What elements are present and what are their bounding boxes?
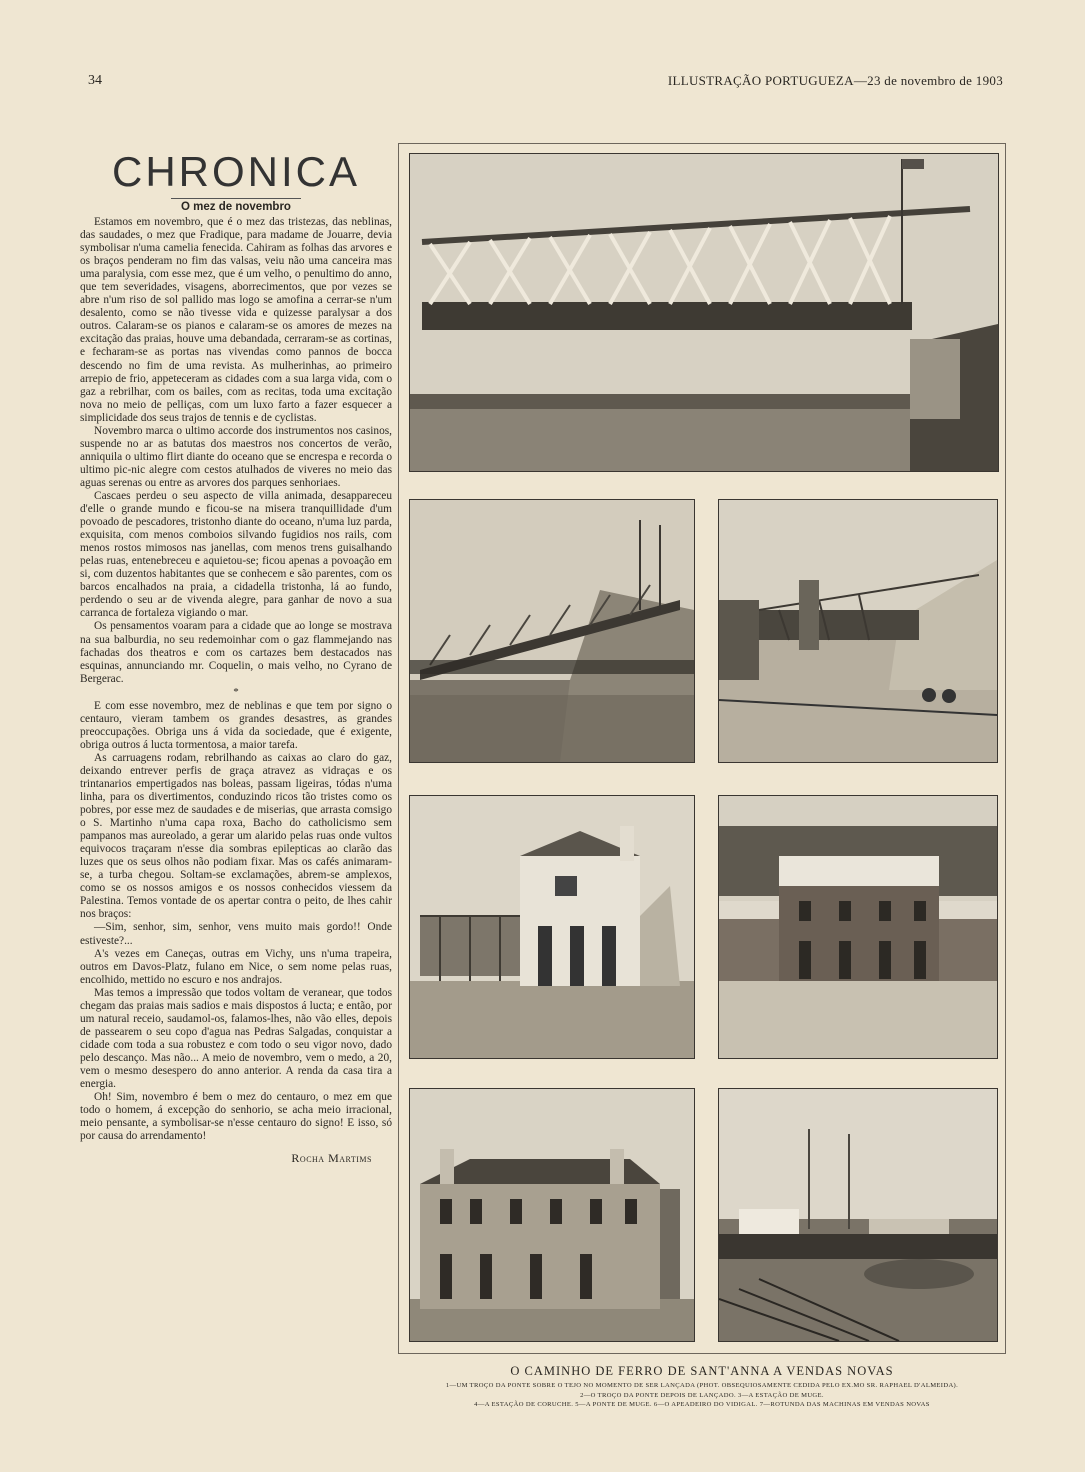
caption-title: O CAMINHO DE FERRO DE SANT'ANNA A VENDAS NOVAS	[510, 1364, 894, 1378]
page-number: 34	[88, 73, 102, 88]
photo-bridge-tejo-launch	[409, 153, 999, 472]
running-head: ILLUSTRAÇÃO PORTUGUEZA—23 de novembro de 1903	[667, 73, 1003, 88]
photo-bridge-after-launch	[409, 499, 695, 763]
article-paragraph: Oh! Sim, novembro é bem o mez do centauro, o mez em que todo o homem, á excepção do senhorio, se acha meio irracional, meio pensante, a symbolisar-se n'esse centauro do signo! E isso, só por causa do arrendamento!	[80, 1091, 392, 1143]
article-paragraph: As carruagens rodam, rebrilhando as caixas ao claro do gaz, deixando entrever perfis de graça atravez as vidraças e os trintanarios empertigados nas boleas, passam ligeiras, tódas n'uma linha, para os divertimentos, conduzindo ricos tão tristes como os pobres, por esse mez de saudades e de miserias, que arrasta comsigo o S. Martinho n'uma capa roxa, Bacho do catholicismo sem pampanos mas aureolado, a gerar um alarido pelas ruas onde vultos equivocos traçaram n'esse dia sombras epilepticas ao clarão das luzes que os seus olhos não podiam fixar. Mas os cafés animaram-se, a turba chegou. Soltam-se exclamações, abrem-se amplexos, como se os nossos amigos e os nossos conhecidos viessem da Palestina. Temos vontade de os apertar contra o peito, de lhes cahir nos braços:	[80, 751, 392, 921]
article-paragraph: E com esse novembro, mez de neblinas e que tem por signo o centauro, vieram tambem os grandes desastres, as grandes preoccupações. Obriga uns á vida da sociedade, que é exigente, obriga outros á lucta tormentosa, a maior tarefa.	[80, 699, 392, 751]
article-paragraph: Estamos em novembro, que é o mez das tristezas, das neblinas, das saudades, o mez que Fradique, para madame de Jouarre, devia symbolisar n'uma camelia fenecida. Cahiram as folhas das arvores e os braços penderam no fim das valsas, veiu não uma canceira mas uma paralysia, com esse mez, que é um velho, o penultimo do anno, que tem severidades, visagens, aborrecimentos, que por vezes se abre n'um riso de sol pallido mas logo se amofina a cerrar-se n'um desalento, como se não tivesse vida e quizesse paralysar a dos outros. Calaram-se os pianos e calaram-se os amores de mezes na excitação das praias, houve uma debandada, cerraram-se as cortinas, e fecharam-se as portas nas vivendas como pannos de bocca descendo no fim de uma revista. As mulherinhas, ao primeiro arrepio de frio, appeteceram as cidades com a sua larga vida, com o gaz a rebrilhar, com os bailes, com as recitas, toda uma excitação nova no meio de pelliças, com um luxo farto a fazer esquecer a simplicidade dos seus trajos de tennis e de cyclistas.	[80, 216, 392, 424]
section-separator: *	[233, 685, 239, 698]
photo-caption	[398, 1364, 1006, 1410]
title-rule	[171, 198, 301, 199]
article-title: CHRONICA	[111, 150, 360, 195]
photo-vendas-novas-roundhouse	[718, 1088, 998, 1342]
article-paragraph: A's vezes em Caneças, outras em Vichy, uns n'uma trapeira, outros em Davos-Platz, fulano em Nice, o sem nome pelas ruas, encolhido, mettido no escuro e nos andrajos.	[80, 947, 392, 986]
article-author: Rocha Martims	[291, 1151, 372, 1166]
caption-line: 2—O TROÇO DA PONTE DEPOIS DE LANÇADO. 3—A ESTAÇÃO DE MUGE.	[580, 1391, 824, 1399]
article-paragraph: Cascaes perdeu o seu aspecto de villa animada, desappareceu d'elle o grande mundo e ficou-se na misera tranquillidade d'um povoado de pescadores, tristonho diante do oceano, n'uma luz parda, exquisita, com menos comboios silvando fugidios nos rails, com menos rostos mimosos nas janellas, com menos trens guisalhando pelas ruas, entenebreceu e aquietou-se; ficou apenas a povoação em si, com duzentos habitantes que se conhecem e são parentes, com os barcos encalhados na praia, a cidadella tristonha, lá ao fundo, perdendo o seu ar de vivenda alegre, para ganhar de novo a sua carranca de fortaleza vigiando o mar.	[80, 489, 392, 620]
caption-line: 4—A ESTAÇÃO DE CORUCHE. 5—A PONTE DE MUGE. 6—O APEADEIRO DO VIDIGAL. 7—ROTUNDA DAS MACHINAS EM VENDAS NOVAS	[474, 1401, 930, 1408]
article-paragraph: Os pensamentos voaram para a cidade que ao longe se mostrava na sua balburdia, no seu redemoinhar com o gaz flammejando nas fachadas dos theatros e com os cartazes bem destacados nas esquinas, annunciando mr. Coquelin, o mais velho, no Cyrano de Bergerac.	[80, 620, 392, 685]
photo-coruche-station	[409, 795, 695, 1059]
article-paragraph: —Sim, senhor, sim, senhor, vens muito mais gordo!! Onde estiveste?...	[80, 921, 392, 947]
article-column	[80, 150, 392, 1420]
photo-muge-bridge	[718, 795, 998, 1059]
photo-muge-station	[718, 499, 998, 763]
caption-line: 1—UM TROÇO DA PONTE SOBRE O TEJO NO MOMENTO DE SER LANÇADA (PHOT. OBSEQUIOSAMENTE CEDIDA PELO EX.MO SR. RAPHAEL D'ALMEIDA).	[445, 1382, 959, 1389]
article-paragraph: Novembro marca o ultimo accorde dos instrumentos nos casinos, suspende no ar as batutas dos maestros nos concertos de verão, anniquila o ultimo flirt diante do oceano que se encrespa e recorda o ultimo pic-nic alegre com cestos atulhados de viveres no meio das aguas serenas ou entre as arvores dos parques senhoriaes.	[80, 424, 392, 489]
article-subtitle: O mez de novembro	[181, 201, 291, 213]
article-paragraph: Mas temos a impressão que todos voltam de veranear, que todos chegam das praias mais sadios e mais dispostos á lucta; e então, por um natural receio, saudamol-os, falamos-lhes, não vão elles, depois de passearem o seu copo d'agua nas Pedras Salgadas, conquistar a cidade com toda a sua robustez e com todo o seu vigor novo, dado pelo descanço. Mas não... A meio de novembro, vem o medo, a 20, vem o mesmo desespero do anno anterior. A renda da casa tira a energia.	[80, 986, 392, 1091]
photo-vidigal-halt	[409, 1088, 695, 1342]
